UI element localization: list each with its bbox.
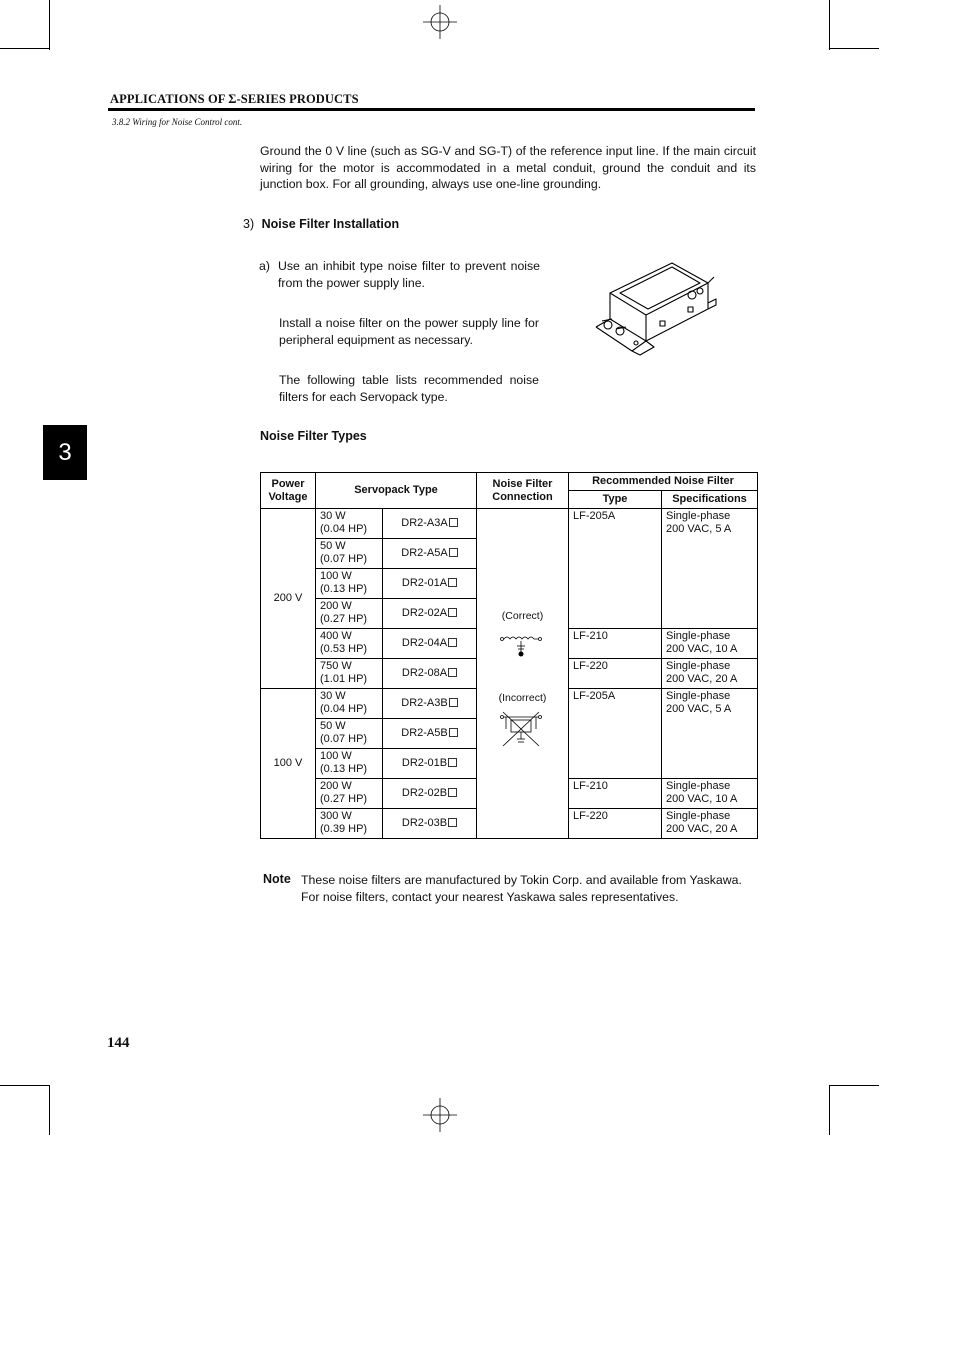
header-power-voltage: Power Voltage — [261, 473, 316, 509]
table-row-power: 30 W (0.04 HP) — [316, 689, 383, 719]
table-row-model: DR2-A3B — [383, 689, 477, 719]
filter-spec: Single-phase 200 VAC, 20 A — [662, 809, 758, 839]
chapter-tab: 3 — [43, 425, 87, 480]
filter-type: LF-220 — [569, 659, 662, 689]
table-row-power: 50 W (0.07 HP) — [316, 539, 383, 569]
voltage-200v: 200 V — [261, 509, 316, 689]
table-row-model: DR2-02B — [383, 779, 477, 809]
table-row-model: DR2-02A — [383, 599, 477, 629]
running-header: APPLICATIONS OF Σ-SERIES PRODUCTS — [110, 92, 359, 106]
header-specifications: Specifications — [662, 491, 758, 509]
registration-mark-icon — [423, 5, 457, 39]
header-type: Type — [569, 491, 662, 509]
header-recommended-filter: Recommended Noise Filter — [569, 473, 758, 491]
voltage-100v: 100 V — [261, 689, 316, 839]
table-row-model: DR2-03B — [383, 809, 477, 839]
table-row-power: 50 W (0.07 HP) — [316, 719, 383, 749]
note-label: Note — [263, 872, 291, 886]
connection-diagram-cell — [477, 509, 569, 839]
section-number: 3) — [243, 217, 255, 231]
table-row-model: DR2-08A — [383, 659, 477, 689]
filter-spec: Single-phase 200 VAC, 5 A — [662, 509, 758, 629]
subsection-header: 3.8.2 Wiring for Noise Control cont. — [112, 117, 243, 127]
item-text: Use an inhibit type noise filter to prevent noise from the power supply line. — [278, 259, 540, 290]
filter-type: LF-220 — [569, 809, 662, 839]
table-row-model: DR2-01A — [383, 569, 477, 599]
table-row-model: DR2-A5A — [383, 539, 477, 569]
item-paragraph-2: Install a noise filter on the power supply line for peripheral equipment as necessary. — [279, 316, 539, 347]
table-row-power: 100 W (0.13 HP) — [316, 569, 383, 599]
header-connection: Noise Filter Connection — [477, 473, 569, 509]
filter-spec: Single-phase 200 VAC, 20 A — [662, 659, 758, 689]
table-row-power: 30 W (0.04 HP) — [316, 509, 383, 539]
filter-type: LF-205A — [569, 509, 662, 629]
table-row-power: 200 W (0.27 HP) — [316, 779, 383, 809]
table-row-power: 200 W (0.27 HP) — [316, 599, 383, 629]
noise-filter-illustration — [590, 255, 725, 360]
header-servopack-type: Servopack Type — [316, 473, 477, 509]
filter-type: LF-205A — [569, 689, 662, 779]
filter-spec: Single-phase 200 VAC, 10 A — [662, 629, 758, 659]
item-paragraph-3: The following table lists recommended noise filters for each Servopack type. — [279, 373, 539, 404]
connection-correct-label: (Correct) — [501, 610, 544, 622]
filter-spec: Single-phase 200 VAC, 10 A — [662, 779, 758, 809]
connection-incorrect-label: (Incorrect) — [498, 692, 547, 704]
table-row-model: DR2-04A — [383, 629, 477, 659]
table-row-model: DR2-A3A — [383, 509, 477, 539]
item-label: a) — [259, 259, 270, 273]
table-title: Noise Filter Types — [260, 429, 367, 443]
registration-mark-icon — [423, 1098, 457, 1132]
table-row-power: 300 W (0.39 HP) — [316, 809, 383, 839]
section-title: Noise Filter Installation — [261, 217, 400, 231]
table-row-power: 750 W (1.01 HP) — [316, 659, 383, 689]
filter-type: LF-210 — [569, 629, 662, 659]
item-a — [259, 258, 540, 291]
noise-filter-table — [260, 472, 758, 839]
table-row-power: 400 W (0.53 HP) — [316, 629, 383, 659]
filter-correct-icon — [499, 633, 545, 659]
table-row-model: DR2-A5B — [383, 719, 477, 749]
page-number: 144 — [107, 1035, 130, 1051]
filter-spec: Single-phase 200 VAC, 5 A — [662, 689, 758, 779]
note-text: These noise filters are manufactured by Tokin Corp. and available from Yaskawa. For noise filters, contact your nearest Yaskawa sales representatives. — [301, 873, 742, 904]
filter-type: LF-210 — [569, 779, 662, 809]
table-row-model: DR2-01B — [383, 749, 477, 779]
filter-incorrect-icon — [499, 711, 545, 747]
table-row-power: 100 W (0.13 HP) — [316, 749, 383, 779]
grounding-paragraph: Ground the 0 V line (such as SG-V and SG-T) of the reference input line. If the main circuit wiring for the motor is accommodated in a metal conduit, ground the conduit and its junction box. For all grounding, always use one-line grounding. — [260, 144, 756, 192]
section-heading — [243, 217, 399, 231]
header-rule — [108, 108, 755, 111]
